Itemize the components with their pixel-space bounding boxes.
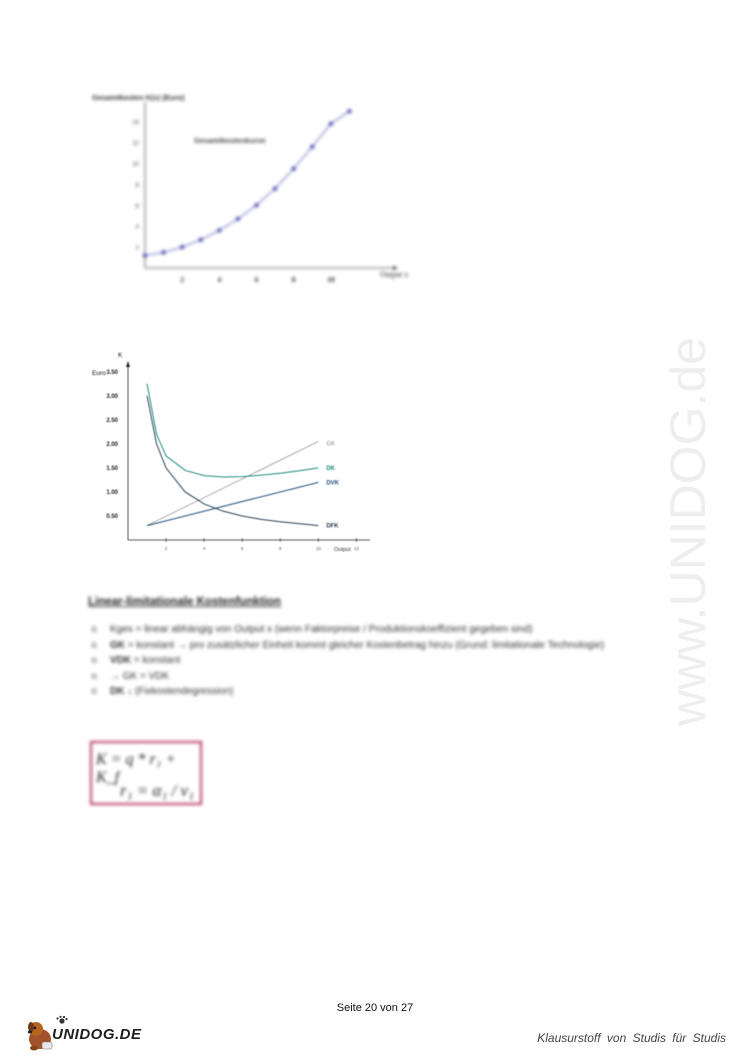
cost-curve-point [273,186,278,191]
formula-box [90,741,202,805]
cost-curve-point [143,253,148,258]
series-line-gk [147,441,318,525]
bullet-marker: o [91,655,97,666]
bullet-marker: o [91,670,97,682]
bullet-marker: o [91,624,97,635]
x-tick-label: 2 [164,546,168,551]
cost-curve-point [254,203,259,208]
list-item [88,638,688,654]
y-tick-label: 2.50 [106,417,118,424]
list-item [88,669,688,685]
x-tick-label: 2 [180,275,185,284]
x-tick-label: 4 [217,275,222,284]
x-tick-label: 10 [315,546,321,551]
bullet-term: VDK [110,655,132,666]
chart-series [147,384,340,530]
bullet-list [88,622,688,700]
y-tick-label: 0.50 [106,513,118,520]
y-tick-label: 6 [135,203,139,210]
cost-curve-line [145,111,349,255]
list-item [88,684,688,700]
cost-curve-point [310,144,315,149]
list-item [88,653,688,669]
y-tick-label: 1.50 [106,465,118,472]
logo-text: UNIDOG.DE [52,1026,142,1043]
chart-yunit: Euro [92,370,106,377]
x-tick-label: 6 [254,275,259,284]
y-tick-label: 2 [135,245,139,252]
list-item [88,622,688,638]
cost-curve-point [161,250,166,255]
dog-icon [28,1022,52,1051]
y-tick-label: 8 [135,182,139,189]
series-label-dfk: DFK [326,523,339,530]
paw-icon [56,1016,67,1024]
chart-axes [145,102,398,270]
section-heading: Linear-limitationale Kostenfunktion [88,596,281,608]
series-line-dk [147,384,318,477]
series-line-dvk [147,482,318,525]
chart-ticks [106,370,359,551]
bullet-text: → GK = VDK [110,670,170,682]
cost-curve-point [329,121,334,126]
bullet-text: ↓ (Fixkostendegression) [124,686,234,697]
y-tick-label: 3.00 [106,393,118,400]
cost-curve-point [291,166,296,171]
chart-xlabel: Output x [380,270,409,279]
chart-title: Gesamtkostenkurve [194,136,266,145]
total-cost-chart [88,88,418,303]
footer-tagline: Klausurstoff von Studis für Studis [537,1031,726,1045]
x-tick-label: 8 [279,546,282,551]
cost-curve-point [236,217,241,222]
bullet-text: = konstant → pro zusätzlicher Einheit kommt gleicher Kostenbetrag hinzu (Grund: limitationale Technologie) [125,639,605,651]
y-tick-label: 1.00 [106,489,118,496]
x-tick-label: 4 [202,546,206,551]
series-label-dvk: DVK [326,480,339,487]
y-tick-label: 3.50 [106,369,118,376]
chart-series [143,109,352,258]
x-tick-label: 10 [327,275,335,284]
chart-xlabel: Output [334,547,351,553]
watermark-text: www.UNIDOG.de [660,337,716,726]
chart-ylabel: Gesamtkosten K(x) (Euro) [92,93,185,102]
y-axis-arrow [126,361,130,367]
cost-curve-point [217,228,222,233]
x-tick-label: 12 [353,546,359,551]
unit-cost-chart [88,345,388,560]
chart-axes [126,361,370,540]
bullet-text: Kges = linear abhängig von Output x (wenn Faktorpreise / Produktionskoeffizient gegeben sind) [110,624,533,635]
bullet-marker: o [91,639,97,651]
cost-function-section [88,596,688,700]
formula-line-2: r₁ = α₁ / v₁ [120,781,195,800]
x-tick-label: 6 [240,546,244,551]
cost-curve-point [198,237,203,242]
cost-curve-point [180,245,185,250]
bullet-marker: o [91,686,97,697]
bullet-term: GK [110,639,125,651]
series-label-gk: GK [326,441,335,448]
chart-ylabel: K [118,352,123,359]
formula-line-1: K = q * r₁ + K_f [96,751,177,786]
y-tick-label: 10 [132,161,139,168]
y-tick-label: 12 [132,141,139,148]
cost-curve-point [347,109,352,114]
page-number: Seite 20 von 27 [336,1002,414,1014]
series-label-dk: DK [326,465,335,472]
y-tick-label: 14 [132,120,139,127]
x-tick-label: 8 [291,275,296,284]
bullet-term: DK [110,686,125,697]
y-tick-label: 2.00 [106,441,118,448]
bullet-text: = konstant [131,655,181,666]
y-tick-label: 4 [135,224,139,231]
